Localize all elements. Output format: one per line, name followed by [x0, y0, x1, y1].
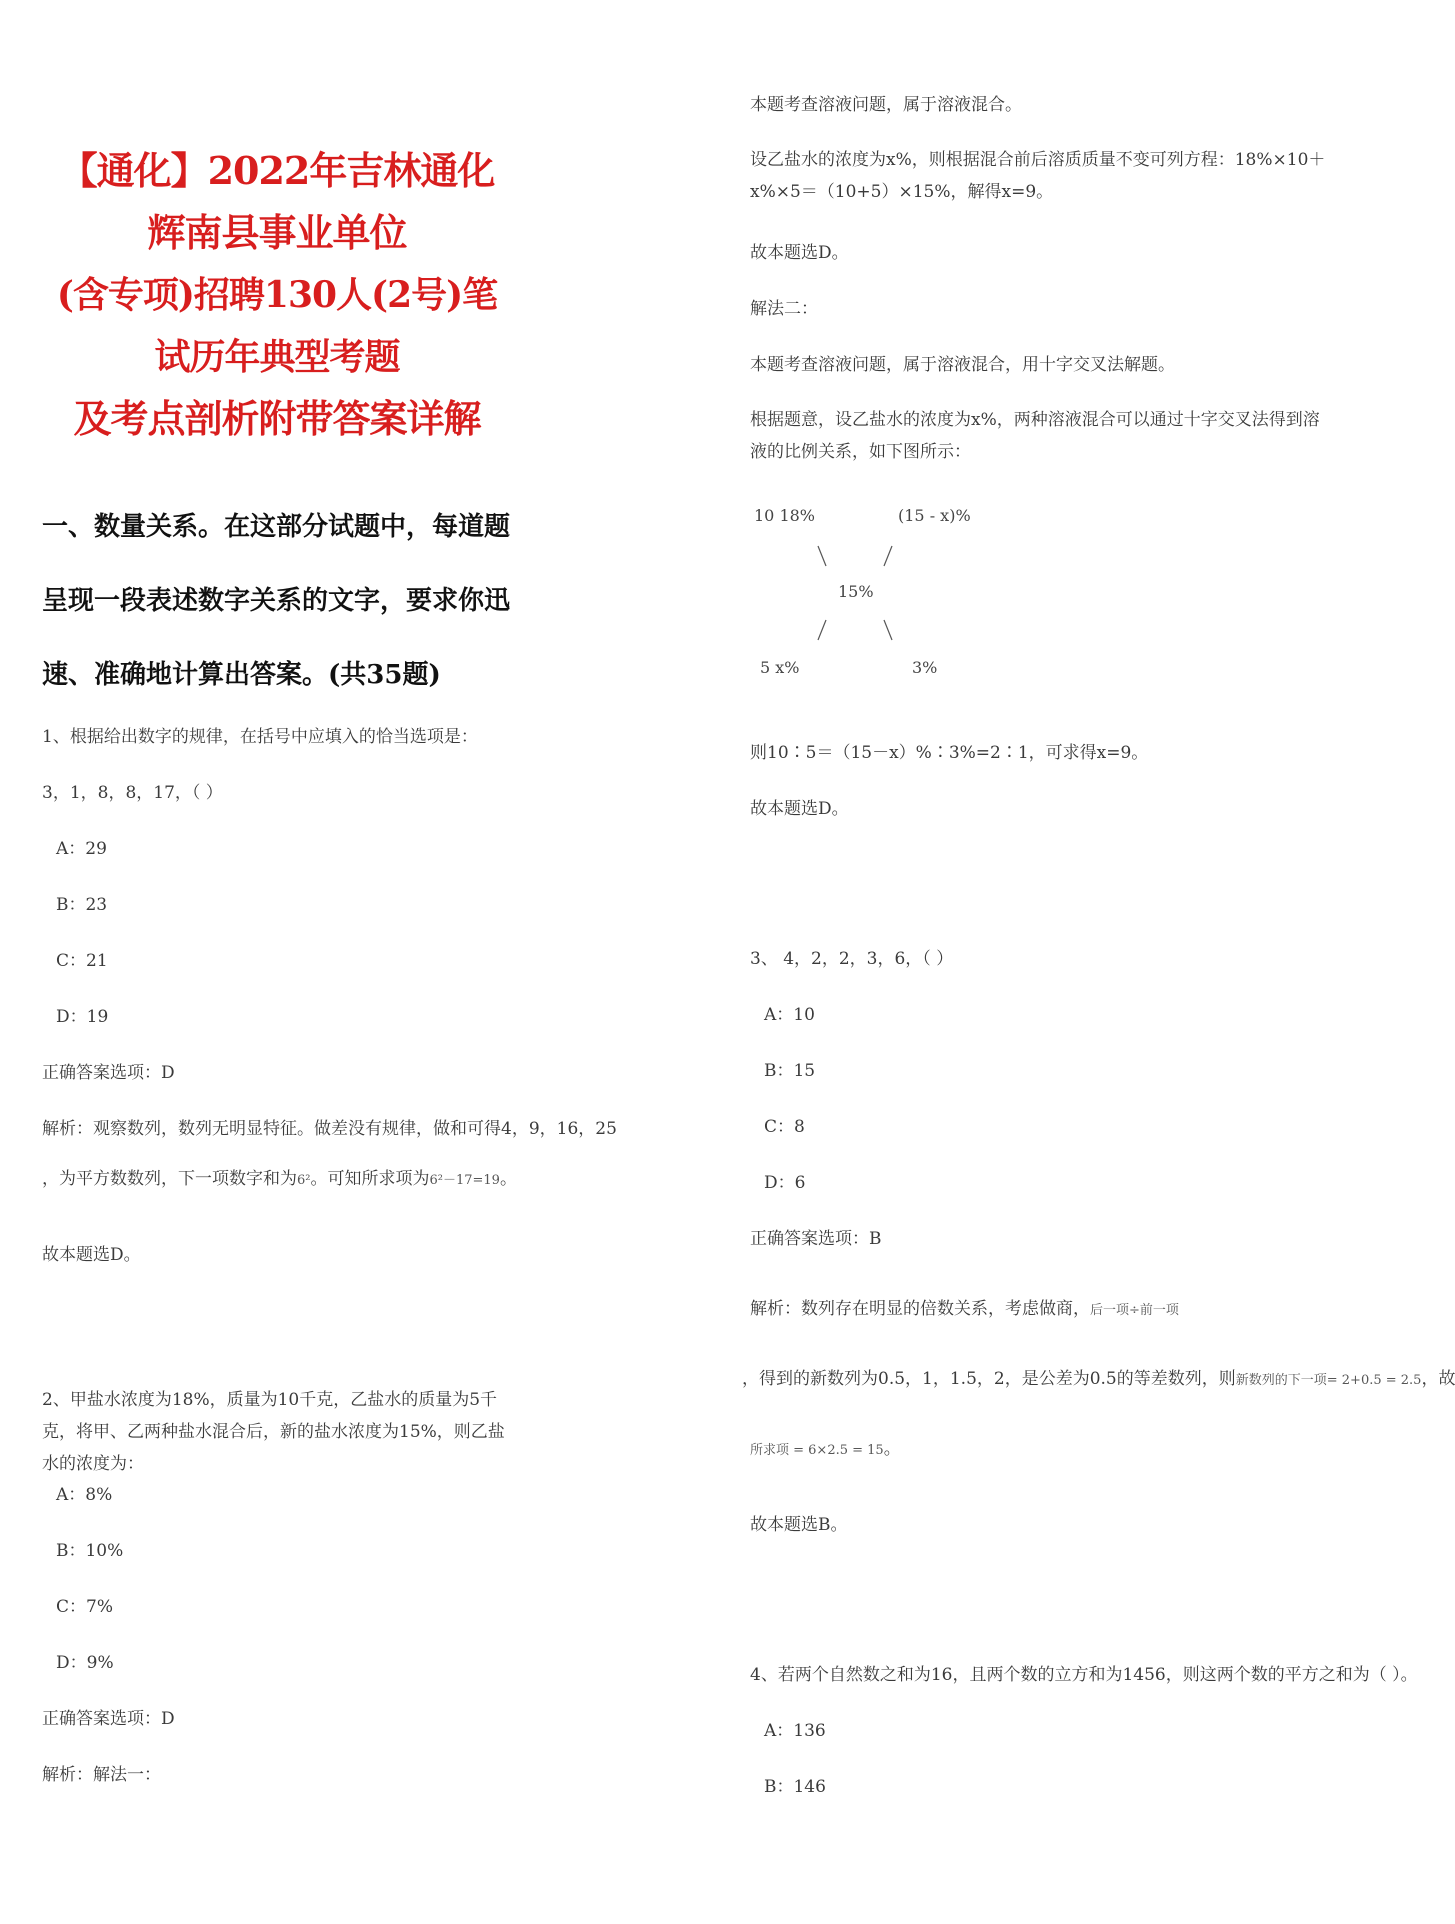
q1-option-c: C：21 — [56, 951, 108, 971]
document-title — [42, 140, 512, 450]
q2-method2-label: 解法二： — [750, 299, 818, 319]
q3-analysis-text-c: ，故 — [1421, 1369, 1455, 1389]
q4-option-a: A：136 — [764, 1721, 826, 1741]
q3-analysis-line-2 — [742, 1364, 1455, 1389]
q3-analysis-text-a: 解析：数列存在明显的倍数关系，考虑做商， — [750, 1299, 1090, 1319]
section-heading: 一、数量关系。在这部分试题中，每道题呈现一段表述数字关系的文字，要求你迅速、准确地计算出答案。(共35题) — [42, 512, 511, 690]
q2-method2-intro: 本题考查溶液问题，属于溶液混合，用十字交叉法解题。 — [750, 355, 1175, 375]
diagram-top-left: 10 18% — [754, 506, 816, 525]
q3-formula-c: 所求项 = 6×2.5 = 15 — [750, 1443, 884, 1458]
q2-option-a: A：8% — [56, 1485, 113, 1505]
q1-option-a: A：29 — [56, 839, 107, 859]
q2-option-d: D：9% — [56, 1653, 114, 1673]
q1-sequence: 3，1，8，8，17，（ ） — [42, 783, 223, 803]
q1-formula-b: 6²－17=19 — [429, 1173, 500, 1188]
q4-option-b: B：146 — [764, 1777, 826, 1797]
q1-option-b: B：23 — [56, 895, 108, 915]
q2-stem: 2、甲盐水浓度为18%，质量为10千克，乙盐水的质量为5千克，将甲、乙两种盐水混合后，新的盐水浓度为15%，则乙盐水的浓度为： — [42, 1390, 505, 1474]
q3-option-d: D：6 — [764, 1173, 806, 1193]
q3-analysis-line-1 — [750, 1294, 1179, 1319]
q3-conclusion: 故本题选B。 — [750, 1515, 848, 1535]
q2-answer: 正确答案选项：D — [42, 1709, 175, 1729]
diagram-bottom-left: 5 x% — [760, 658, 800, 677]
diagram-top-right: (15 - x)% — [898, 506, 971, 525]
q1-answer: 正确答案选项：D — [42, 1063, 175, 1083]
q2-result: 则10∶5＝（15－x）%∶3%=2∶1，可求得x=9。 — [750, 743, 1149, 763]
q1-stem: 1、根据给出数字的规律，在括号中应填入的恰当选项是： — [42, 727, 478, 747]
q1-analysis-text-a: ，为平方数数列，下一项数字和为 — [42, 1169, 297, 1189]
cross-method-diagram — [750, 498, 980, 698]
q2-method1-conclusion: 故本题选D。 — [750, 243, 849, 263]
q3-analysis-text-d: 。 — [883, 1439, 901, 1459]
title-line-3: 及考点剖析附带答案详解 — [73, 396, 481, 441]
q1-analysis-text-b: 。可知所求项为 — [310, 1169, 430, 1189]
q2-method1-intro: 本题考查溶液问题，属于溶液混合。 — [750, 95, 1022, 115]
q1-analysis-text-c: 。 — [499, 1169, 517, 1189]
q3-stem: 3、 4，2，2，3，6，（ ） — [750, 949, 954, 969]
q2-method1-label: 解析：解法一： — [42, 1765, 161, 1785]
q3-formula-a: 后一项÷前一项 — [1090, 1303, 1179, 1318]
q1-option-d: D：19 — [56, 1007, 109, 1027]
q1-formula-a: 6² — [297, 1173, 311, 1188]
q2-method1-body: 设乙盐水的浓度为x%，则根据混合前后溶质质量不变可列方程：18%×10＋x%×5＝（10+5）×15%，解得x=9。 — [750, 150, 1326, 202]
diagram-center: 15% — [838, 582, 874, 601]
q3-formula-b: 新数列的下一项= 2+0.5 = 2.5 — [1235, 1373, 1422, 1388]
q3-analysis-text-b: ，得到的新数列为0.5，1，1.5，2，是公差为0.5的等差数列，则 — [742, 1369, 1236, 1389]
title-line-2: (含专项)招聘130人(2号)笔试历年典型考题 — [56, 274, 498, 378]
q3-option-c: C：8 — [764, 1117, 805, 1137]
q3-option-b: B：15 — [764, 1061, 816, 1081]
q4-stem: 4、若两个自然数之和为16，且两个数的立方和为1456，则这两个数的平方之和为（ ）。 — [750, 1665, 1418, 1685]
q1-analysis-line-1: 解析：观察数列，数列无明显特征。做差没有规律，做和可得4，9，16，25 — [42, 1119, 617, 1139]
q3-option-a: A：10 — [764, 1005, 815, 1025]
q1-analysis-line-2 — [42, 1164, 517, 1189]
q2-option-b: B：10% — [56, 1541, 124, 1561]
q2-conclusion: 故本题选D。 — [750, 799, 849, 819]
diagram-bottom-right: 3% — [912, 658, 938, 677]
q1-conclusion: 故本题选D。 — [42, 1245, 141, 1265]
title-line-1: 【通化】2022年吉林通化辉南县事业单位 — [59, 148, 495, 255]
q2-option-c: C：7% — [56, 1597, 113, 1617]
q3-answer: 正确答案选项：B — [750, 1229, 882, 1249]
q3-analysis-line-3 — [750, 1434, 901, 1459]
q2-method2-body: 根据题意，设乙盐水的浓度为x%，两种溶液混合可以通过十字交叉法得到溶液的比例关系，如下图所示： — [750, 410, 1320, 462]
